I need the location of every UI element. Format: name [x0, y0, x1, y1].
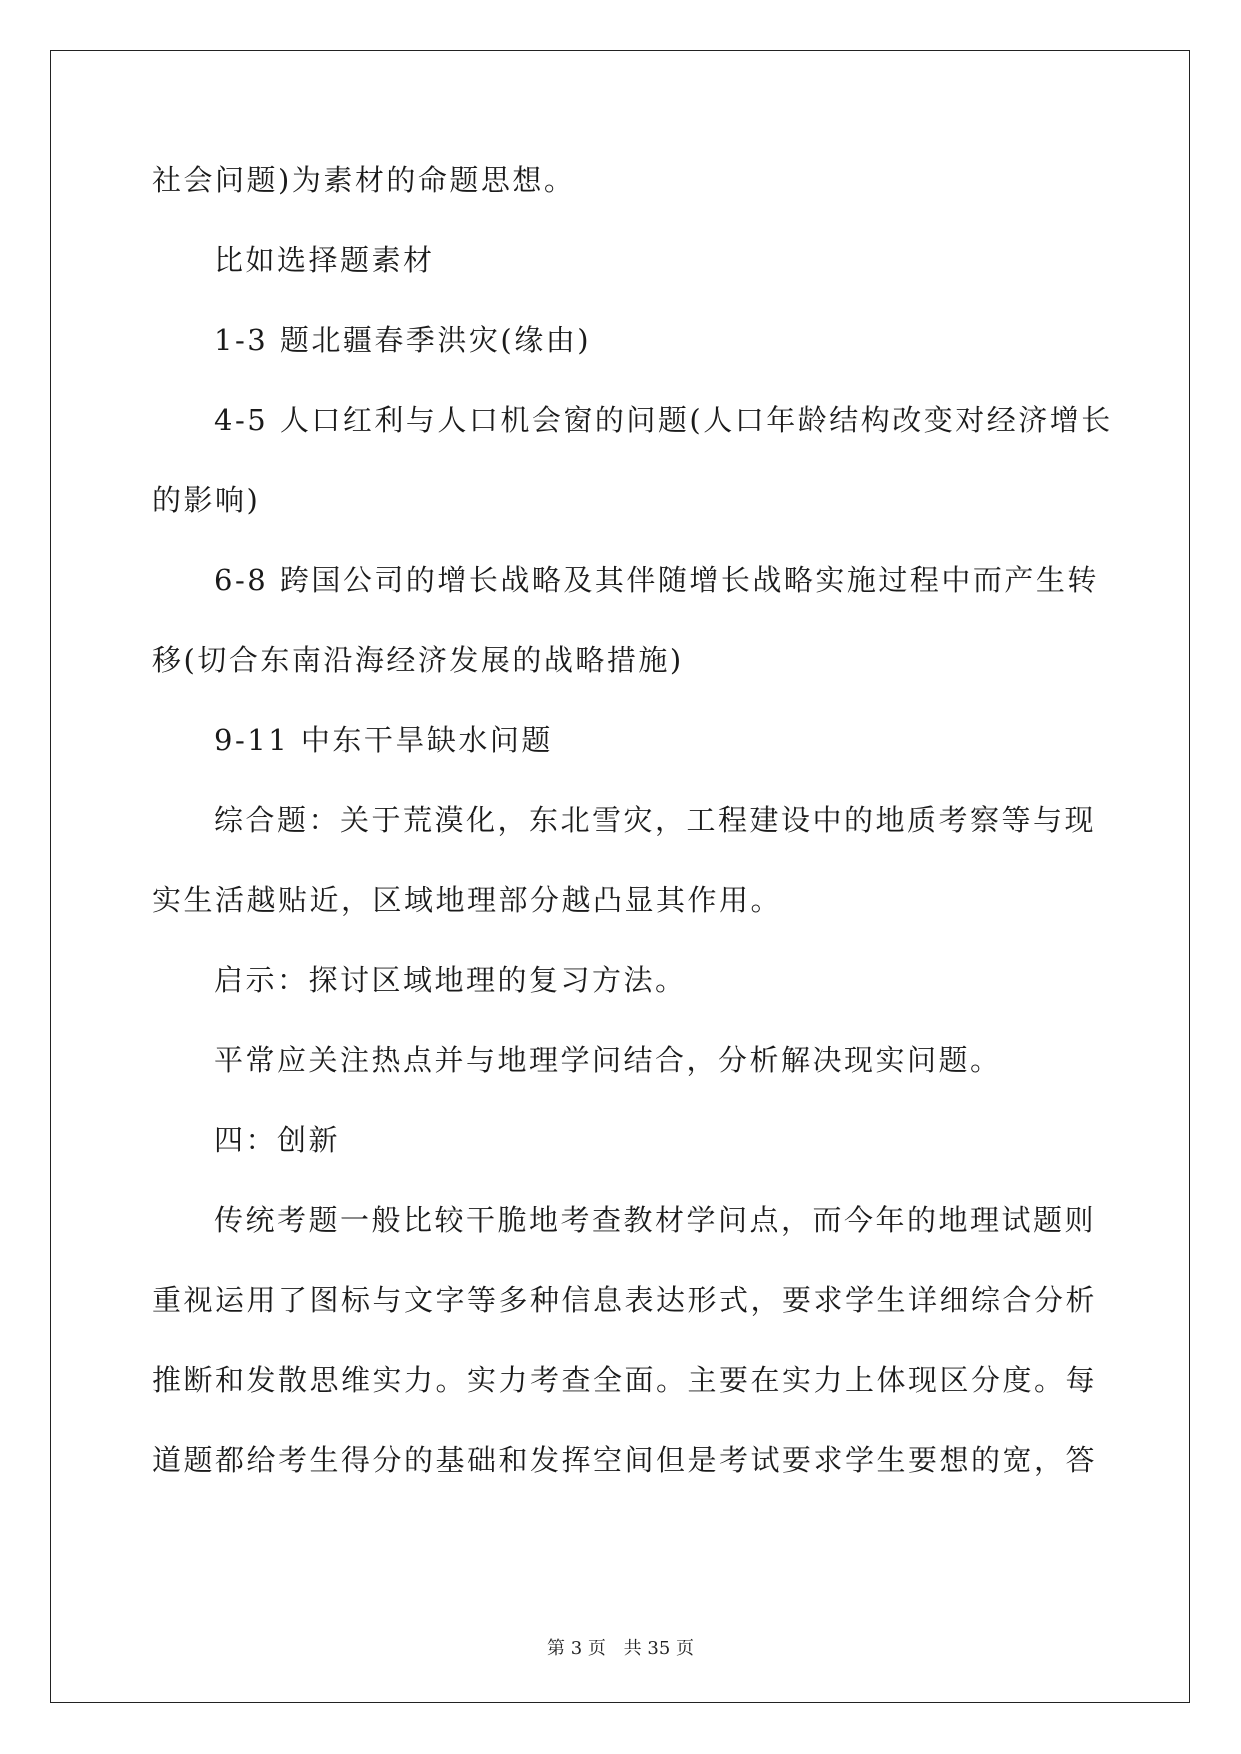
paragraph-line: 移(切合东南沿海经济发展的战略措施)	[152, 643, 684, 677]
section-heading: 四：创新	[214, 1123, 341, 1157]
paragraph-line: 道题都给考生得分的基础和发挥空间但是考试要求学生要想的宽，答	[152, 1443, 1098, 1477]
paragraph-line: 启示：探讨区域地理的复习方法。	[214, 963, 687, 997]
paragraph-line: 重视运用了图标与文字等多种信息表达形式，要求学生详细综合分析	[152, 1283, 1098, 1317]
paragraph-line: 6-8 跨国公司的增长战略及其伴随增长战略实施过程中而产生转	[214, 563, 1099, 597]
page-number-current: 第 3 页	[547, 1638, 606, 1659]
paragraph-line: 比如选择题素材	[214, 243, 435, 277]
page-number-total: 共 35 页	[623, 1638, 694, 1659]
paragraph-line: 社会问题)为素材的命题思想。	[152, 163, 576, 197]
paragraph-line: 平常应关注热点并与地理学问结合，分析解决现实问题。	[214, 1043, 1002, 1077]
page-footer	[0, 1637, 1241, 1661]
paragraph-line: 的影响)	[152, 483, 261, 517]
paragraph-line: 综合题：关于荒漠化，东北雪灾，工程建设中的地质考察等与现	[214, 803, 1097, 837]
paragraph-line: 实生活越贴近，区域地理部分越凸显其作用。	[152, 883, 783, 917]
paragraph-line: 传统考题一般比较干脆地考查教材学问点，而今年的地理试题则	[214, 1203, 1097, 1237]
paragraph-line: 推断和发散思维实力。实力考查全面。主要在实力上体现区分度。每	[152, 1363, 1098, 1397]
document-body	[152, 160, 1113, 1520]
paragraph-line: 4-5 人口红利与人口机会窗的问题(人口年龄结构改变对经济增长	[214, 403, 1113, 437]
paragraph-line: 1-3 题北疆春季洪灾(缘由)	[214, 323, 592, 357]
paragraph-line: 9-11 中东干旱缺水问题	[214, 723, 553, 757]
